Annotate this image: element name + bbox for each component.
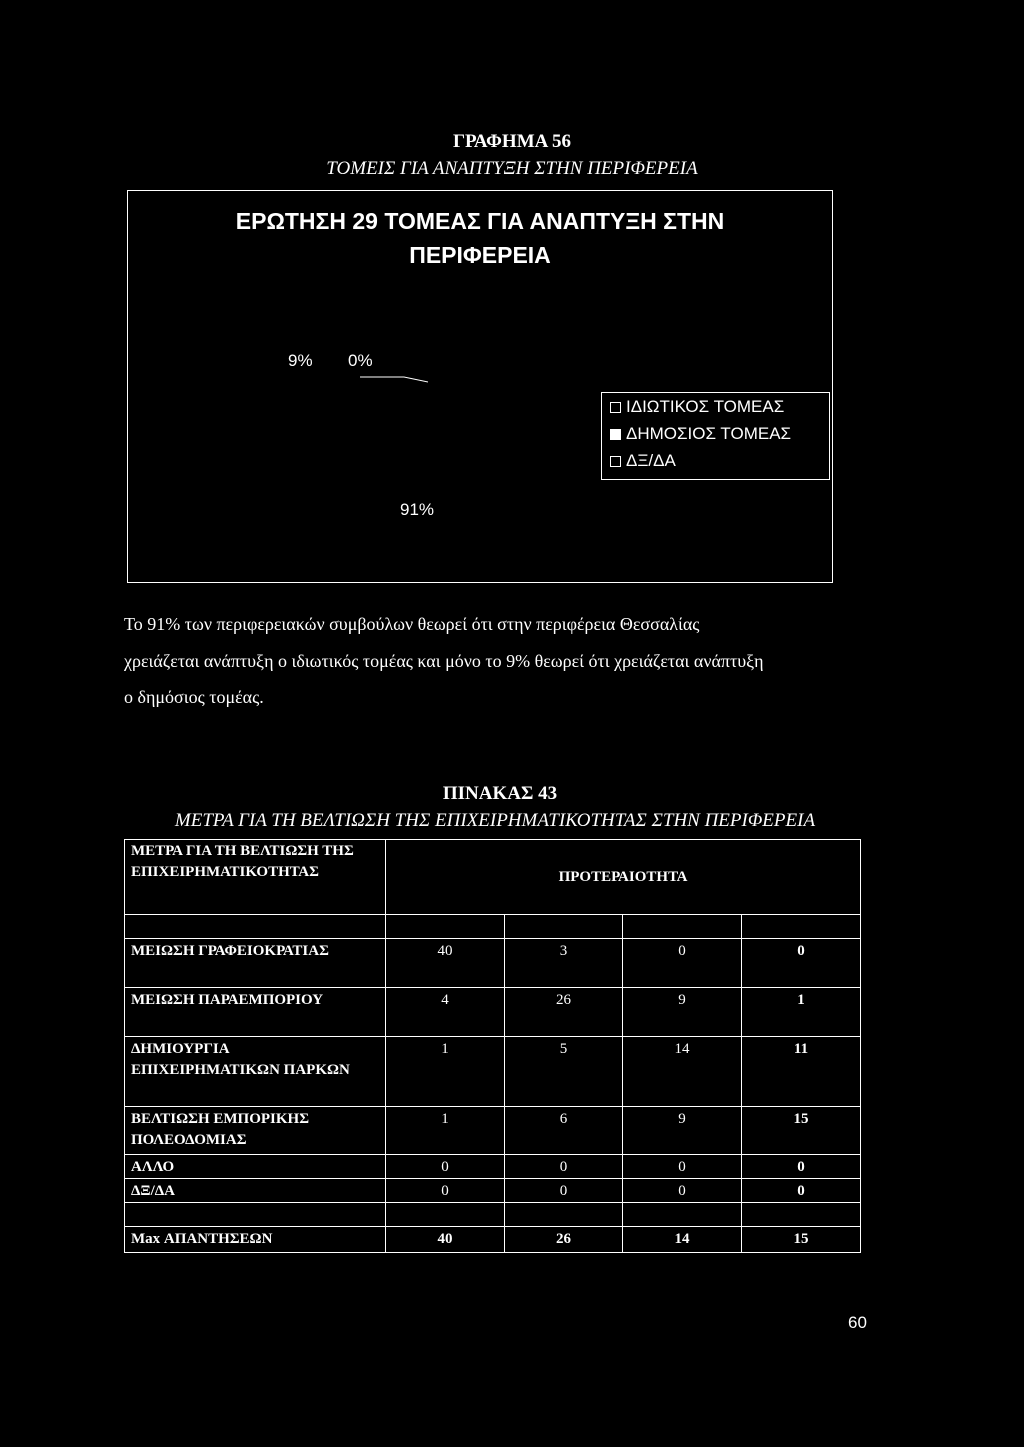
row-label: ΑΛΛΟ [125,1155,386,1179]
pie-chart [127,190,833,583]
row-label: ΒΕΛΤΙΩΣΗ ΕΜΠΟΡΙΚΗΣ ΠΟΛΕΟΔΟΜΙΑΣ [125,1107,386,1155]
measures-table [124,839,861,1253]
legend-label: ΙΔΙΩΤΙΚΟΣ ΤΟΜΕΑΣ [626,397,785,416]
total-value-cell: 26 [505,1227,623,1253]
value-cell: 14 [623,1037,742,1107]
value-cell: 0 [623,1155,742,1179]
total-label: Max ΑΠΑΝΤΗΣΕΩΝ [125,1227,386,1253]
table-cell [623,915,742,939]
chart-legend [601,392,830,480]
table-row [125,1037,861,1107]
legend-item-private [610,397,784,417]
table-header-label: ΜΕΤΡΑ ΓΙΑ ΤΗ ΒΕΛΤΙΩΣΗ ΤΗΣ ΕΠΙΧΕΙΡΗΜΑΤΙΚΟΤΗΤΑΣ [125,840,386,915]
value-cell: 0 [386,1179,505,1203]
chart-subtitle: ΤΟΜΕΙΣ ΓΙΑ ΑΝΑΠΤΥΞΗ ΣΤΗΝ ΠΕΡΙΦΕΡΕΙΑ [326,158,698,179]
value-cell: 0 [505,1155,623,1179]
table-cell [623,1203,742,1227]
pie-slice-private [298,376,438,516]
value-cell: 11 [742,1037,861,1107]
paragraph-line-1: Το 91% των περιφερειακών συμβούλων θεωρεί ότι στην περιφέρεια Θεσσαλίας [124,614,700,634]
total-value-cell: 40 [386,1227,505,1253]
legend-item-dk [610,451,676,471]
legend-swatch-filled-icon [610,429,621,440]
paragraph-line-3: ο δημόσιος τομέας. [124,687,264,707]
page-number: 60 [848,1313,867,1332]
table-cell [125,915,386,939]
total-value-cell: 14 [623,1227,742,1253]
value-cell: 1 [742,988,861,1037]
table-cell [125,1203,386,1227]
slice-label-public: 9% [288,351,313,370]
table-cell [742,1203,861,1227]
table-cell [505,1203,623,1227]
value-cell: 5 [505,1037,623,1107]
value-cell: 6 [505,1107,623,1155]
value-cell: 0 [386,1155,505,1179]
value-cell: 15 [742,1107,861,1155]
table-row [125,1179,861,1203]
slice-label-dk: 0% [348,351,373,370]
total-value-cell: 15 [742,1227,861,1253]
slice-label-private: 91% [400,500,435,519]
table-body [125,840,861,1253]
value-cell: 4 [386,988,505,1037]
table-cell [505,915,623,939]
table-cell [386,1203,505,1227]
value-cell: 0 [505,1179,623,1203]
row-label: ΜΕΙΩΣΗ ΓΡΑΦΕΙΟΚΡΑΤΙΑΣ [125,939,386,988]
value-cell: 0 [742,1179,861,1203]
value-cell: 3 [505,939,623,988]
value-cell: 9 [623,988,742,1037]
legend-swatch-empty-icon [610,456,621,467]
legend-item-public [610,424,791,444]
row-label: ΜΕΙΩΣΗ ΠΑΡΑΕΜΠΟΡΙΟΥ [125,988,386,1037]
value-cell: 0 [623,939,742,988]
value-cell: 1 [386,1037,505,1107]
table-spacer-row [125,915,861,939]
table-header-row [125,840,861,915]
table-cell [742,915,861,939]
value-cell: 0 [742,1155,861,1179]
value-cell: 0 [623,1179,742,1203]
legend-label: ΔΞ/ΔΑ [626,451,676,470]
table-row [125,939,861,988]
table-subtitle: ΜΕΤΡΑ ΓΙΑ ΤΗ ΒΕΛΤΙΩΣΗ ΤΗΣ ΕΠΙΧΕΙΡΗΜΑΤΙΚΟΤΗΤΑΣ ΣΤΗΝ ΠΕΡΙΦΕΡΕΙΑ [174,810,816,831]
pie-plot [128,191,832,582]
table-total-row [125,1227,861,1253]
value-cell: 1 [386,1107,505,1155]
table-row [125,988,861,1037]
chart-number: ΓΡΑΦΗΜΑ 56 [452,131,572,152]
chart-title-line1: ΕΡΩΤΗΣΗ 29 ΤΟΜΕΑΣ ΓΙΑ ΑΝΑΠΤΥΞΗ ΣΤΗΝ [235,208,725,234]
table-spacer-row [125,1203,861,1227]
table-header-priority: ΠΡΟΤΕΡΑΙΟΤΗΤΑ [386,840,861,915]
table-row [125,1155,861,1179]
table-number: ΠΙΝΑΚΑΣ 43 [442,783,558,804]
row-label: ΔΗΜΙΟΥΡΓΙΑ ΕΠΙΧΕΙΡΗΜΑΤΙΚΩΝ ΠΑΡΚΩΝ [125,1037,386,1107]
legend-swatch-empty-icon [610,402,621,413]
chart-title-line2: ΠΕΡΙΦΕΡΕΙΑ [409,242,551,268]
value-cell: 0 [742,939,861,988]
row-label: ΔΞ/ΔΑ [125,1179,386,1203]
legend-label: ΔΗΜΟΣΙΟΣ ΤΟΜΕΑΣ [626,424,792,443]
value-cell: 9 [623,1107,742,1155]
table-row [125,1107,861,1155]
value-cell: 26 [505,988,623,1037]
paragraph-line-2: χρειάζεται ανάπτυξη ο ιδιωτικός τομέας και μόνο το 9% θεωρεί ότι χρειάζεται ανάπτυξη [124,651,764,671]
value-cell: 40 [386,939,505,988]
table-cell [386,915,505,939]
